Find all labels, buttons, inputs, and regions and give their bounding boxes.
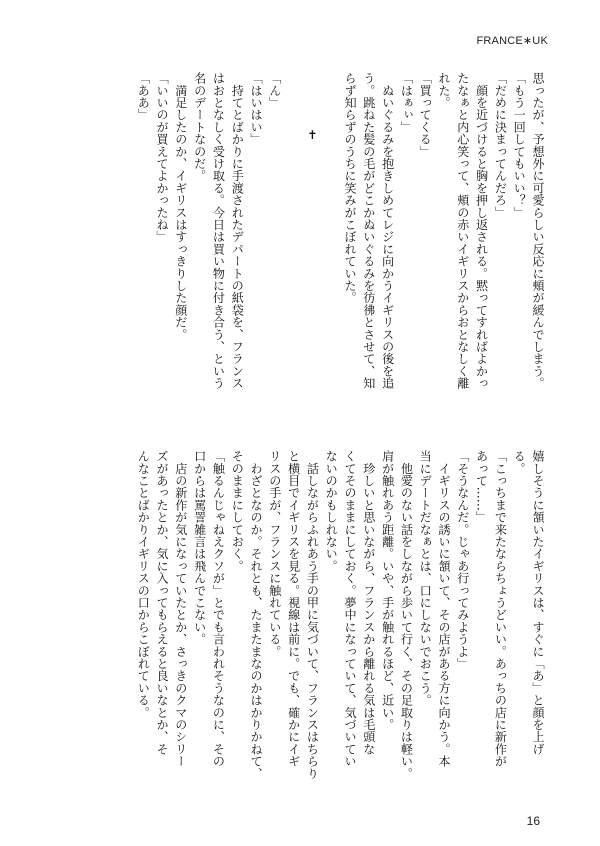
text-line: 「触るんじゃねえクソが」とでも言われそうなのに、その bbox=[211, 450, 226, 768]
text-line: ないのかもしれない。 bbox=[324, 450, 339, 572]
text-line: 「もう一回してもいい？」 bbox=[512, 72, 527, 219]
text-line: たなぁと内心笑って、頰の赤いイギリスからおとなしく離 bbox=[455, 72, 470, 390]
text-line: 満足したのか、イギリスはすっきりした顔だ。 bbox=[173, 72, 188, 341]
text-line: んなことばかりイギリスの口からこぼれている。 bbox=[136, 450, 151, 719]
text-line: 肩が触れあう距離。いや、手が触れるほど、近い。 bbox=[380, 450, 395, 731]
text-line: う。跳ねた髪の毛がどこかぬいぐるみを彷彿とさせて、知 bbox=[361, 72, 376, 390]
text-line: くてそのままにしておく。夢中になっていて、気づいてい bbox=[343, 450, 358, 768]
text-line: 思ったが、予想外に可愛らしい反応に頰が緩んでしまう。 bbox=[531, 72, 545, 390]
book-header-title: FRANCE∗UK bbox=[476, 35, 548, 47]
text-line: 「ん」 bbox=[267, 72, 282, 109]
text-line: 「いいのが買えてよかったね」 bbox=[155, 72, 170, 243]
text-line: わざとなのか。それとも、たまたまなのかはかりかねて、 bbox=[249, 450, 264, 780]
bottom-text-column bbox=[135, 450, 545, 780]
text-line: 当にデートだなぁとは、口にしないでおこう。 bbox=[418, 450, 433, 707]
text-line: 話しながらふれあう手の甲に気づいて、フランスはちらり bbox=[305, 450, 320, 780]
text-line: はおとなしく受け取る。今日は買い物に付き合う、という bbox=[211, 72, 226, 390]
text-line: あって……」 bbox=[474, 450, 489, 524]
text-line: 名のデートなのだ。 bbox=[192, 72, 207, 182]
text-line: リスの手が、フランスに触れている。 bbox=[267, 450, 282, 658]
text-line: 嬉しそうに頷いたイギリスは、すぐに「あ」と顔を上げ bbox=[531, 450, 545, 755]
text-line: 店の新作が気になっていたとか、さっきのクマのシリー bbox=[173, 450, 188, 768]
text-line: 他愛のない話をしながら歩いて行く、その足取りは軽い。 bbox=[399, 450, 414, 780]
text-line: 「そうなんだ。じゃあ行ってみようよ」 bbox=[455, 450, 470, 670]
text-line: 顔を近づけると胸を押し返される。黙ってすればよかっ bbox=[474, 72, 489, 390]
text-line: イギリスの誘いに頷いて、その店がある方に向かう。本 bbox=[437, 450, 452, 768]
text-line: ぬいぐるみを抱きしめてレジに向かうイギリスの後を追 bbox=[380, 72, 395, 390]
text-line: 「こっちまで来たならちょうどいい。あっちの店に新作が bbox=[493, 450, 508, 768]
text-line: 口からは罵詈雑言は飛んでこない。 bbox=[192, 450, 207, 646]
text-line: 「だめに決まってんだろ」 bbox=[493, 72, 508, 219]
text-line: そのままにしておく。 bbox=[230, 450, 245, 572]
text-line: れた。 bbox=[437, 72, 452, 109]
text-line: 「買ってくる」 bbox=[418, 72, 433, 158]
text-line: 持てとばかりに手渡されたデパートの紙袋を、フランス bbox=[230, 72, 245, 390]
text-line: 「はいはい」 bbox=[249, 72, 264, 146]
text-line: ズがあったとか、気に入ってもらえると良いなとか、そ bbox=[155, 450, 170, 755]
scene-break-separator-icon: ✝ bbox=[305, 128, 320, 142]
text-line: 「ああ」 bbox=[136, 72, 151, 121]
text-line: る。 bbox=[512, 450, 527, 475]
top-text-column bbox=[135, 72, 545, 390]
text-line: らず知らずのうちに笑みがこぼれていた。 bbox=[343, 72, 358, 304]
page-number: 16 bbox=[526, 814, 540, 828]
text-line: 珍しいと思いながら、フランスから離れる気は毛頭な bbox=[361, 450, 376, 755]
text-line: と横目でイギリスを見る。視線は前に。でも、確かにイギ bbox=[286, 450, 301, 768]
text-line: 「はぁぃ」 bbox=[399, 72, 414, 133]
